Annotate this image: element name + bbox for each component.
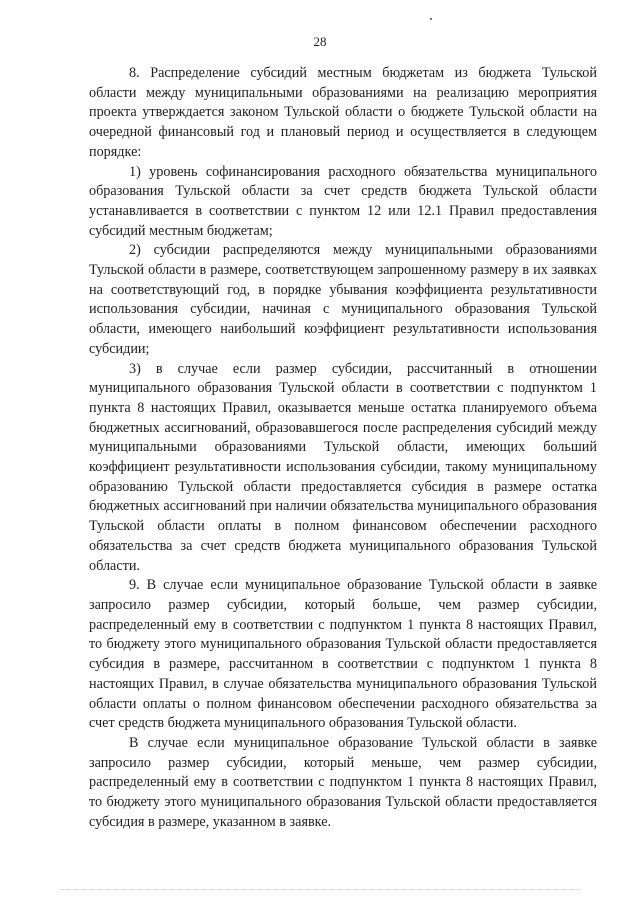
- scan-footer-artifact: [60, 889, 580, 892]
- paragraph-9: 9. В случае если муниципальное образование Тульской области в заявке запросило размер субсидии, который больше, чем размер субсидии, распределенный ему в соответствии с подпунктом 1 пункта 8 настоящих Правил, то бюджету этого муниципального образования Тульской области предоставляется субсидия в размере, рассчитанном в соответствии с подпунктом 1 пункта 8 настоящих Правил, в случае обязательства муниципального образования Тульской области оплаты о полном финансовом обеспечении расходного обязательства за счет средств бюджета муниципального образования Тульской области.: [89, 577, 597, 732]
- paragraph-8-3: 3) в случае если размер субсидии, рассчитанный в отношении муниципального образования Тульской области в соответствии с подпунктом 1 пункта 8 настоящих Правил, оказывается меньше остатка планируемого объема бюджетных ассигнований, образовавшегося после распределения субсидий между муниципальными образованиями Тульской области, имеющих больший коэффициент результативности использования субсидии, такому муниципальному образованию Тульской области предоставляется субсидия в размере остатка бюджетных ассигнований при наличии обязательства муниципального образования Тульской области оплаты в полном финансовом обеспечении расходного обязательства за счет средств бюджета муниципального образования Тульской области.: [89, 360, 597, 574]
- paragraph-9-continued: В случае если муниципальное образование Тульской области в заявке запросило размер субсидии, который меньше, чем размер субсидии, распределенный ему в соответствии с подпунктом 1 пункта 8 настоящих Правил, то бюджету этого муниципального образования Тульской области предоставляется субсидия в размере, указанном в заявке.: [89, 734, 597, 830]
- document-body: [89, 64, 597, 832]
- scan-speck: [430, 18, 432, 20]
- page-number: 28: [313, 34, 327, 49]
- paragraph-8: 8. Распределение субсидий местным бюджетам из бюджета Тульской области между муниципальными образованиями на реализацию мероприятия проекта утверждается законом Тульской области о бюджете Тульской области на очередной финансовый год и плановый период и осуществляется в следующем порядке:: [89, 65, 597, 160]
- paragraph-8-1: 1) уровень софинансирования расходного обязательства муниципального образования Тульской области за счет средств бюджета Тульской области устанавливается в соответствии с пунктом 12 или 12.1 Правил предоставления субсидий местным бюджетам;: [89, 163, 597, 239]
- paragraph-8-2: 2) субсидии распределяются между муниципальными образованиями Тульской области в размере, соответствующем запрошенному размеру в их заявках на соответствующий год, в порядке убывания коэффициента результативности использования субсидии, начиная с муниципального образования Тульской области, имеющего наибольший коэффициент результативности использования субсидии;: [89, 242, 597, 357]
